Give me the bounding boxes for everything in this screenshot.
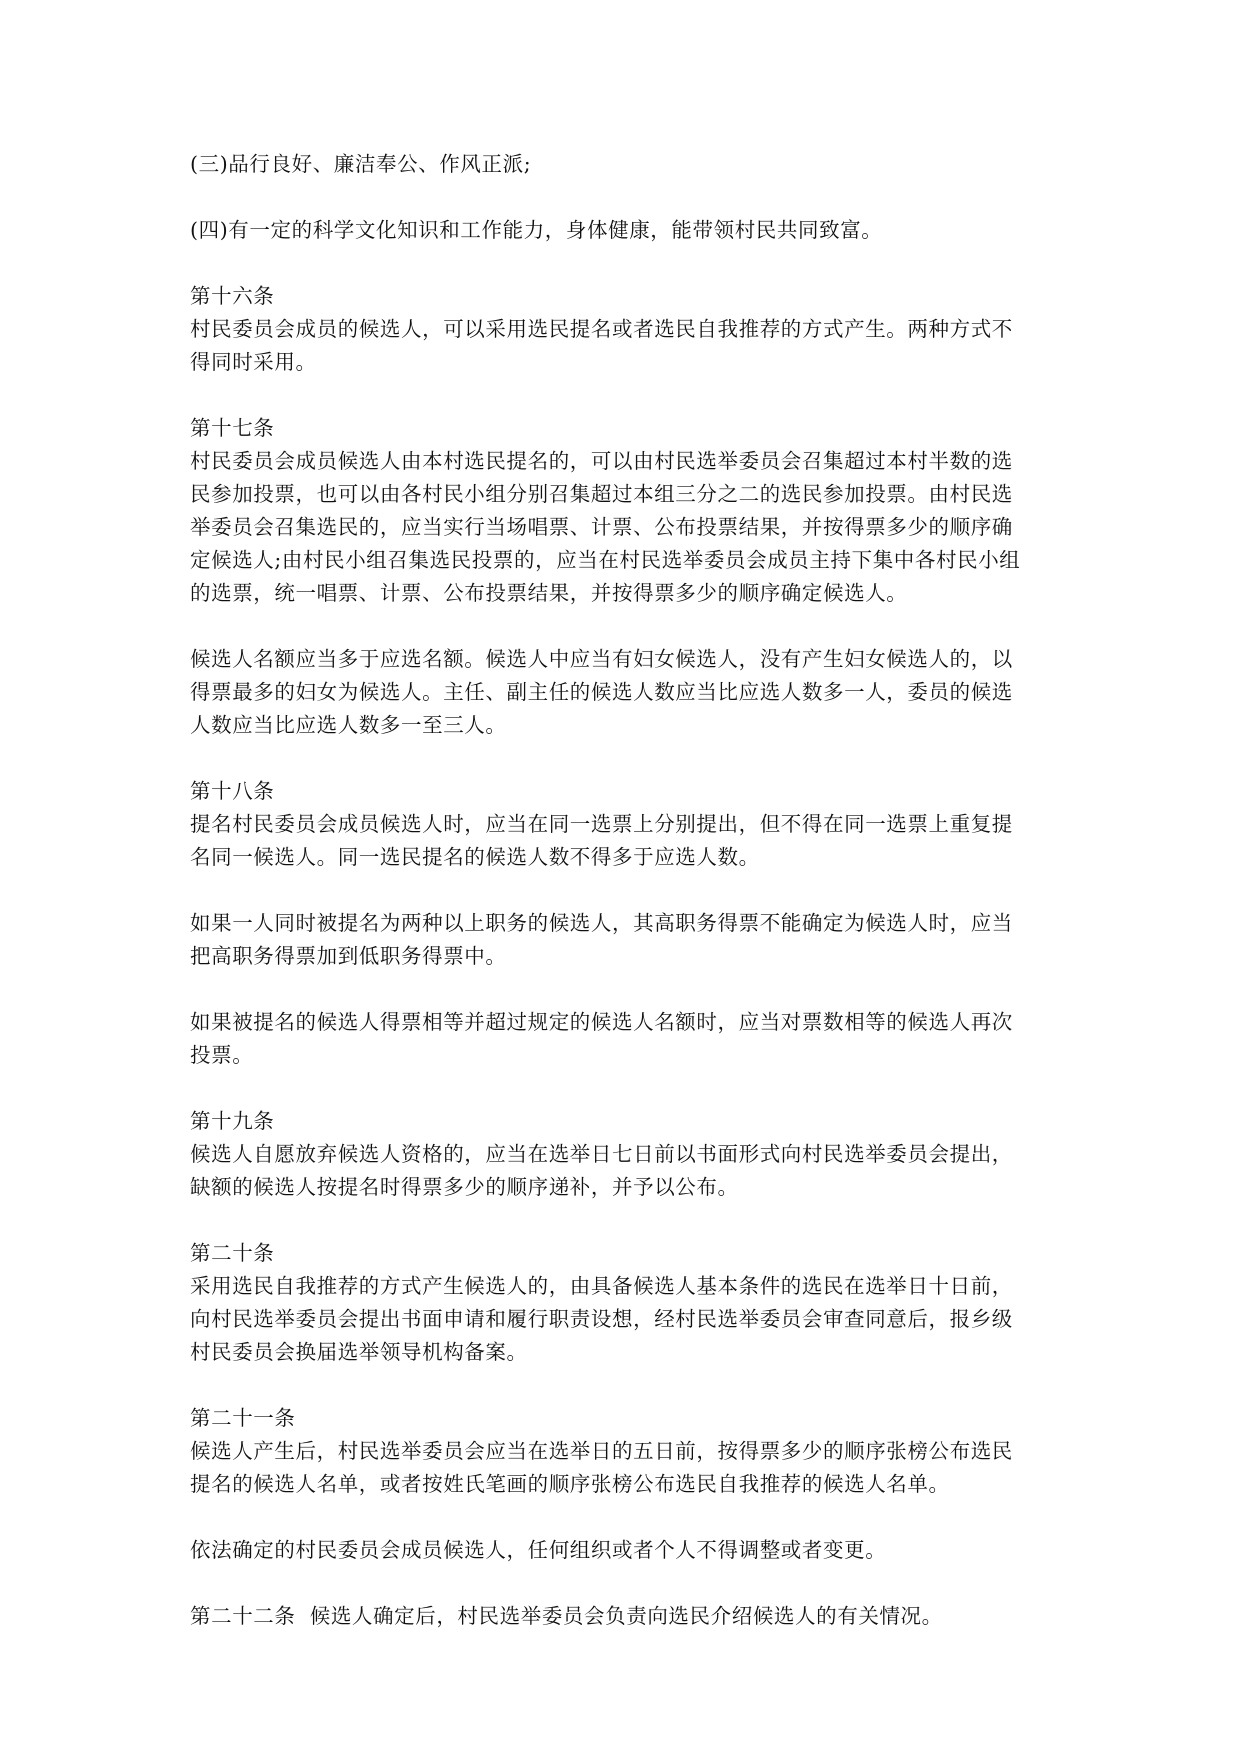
- text-line: 第二十条: [190, 1241, 275, 1265]
- text-line: 提名村民委员会成员候选人时，应当在同一选票上分别提出，但不得在同一选票上重复提: [190, 812, 1013, 836]
- text-line: 第十七条: [190, 416, 275, 440]
- text-line: 候选人自愿放弃候选人资格的，应当在选举日七日前以书面形式向村民选举委员会提出，: [190, 1142, 1013, 1166]
- text-line: 第十八条: [190, 779, 275, 803]
- text-line: 采用选民自我推荐的方式产生候选人的，由具备候选人基本条件的选民在选举日十日前，: [190, 1274, 1013, 1298]
- text-line: 名同一候选人。同一选民提名的候选人数不得多于应选人数。: [190, 845, 760, 869]
- text-line: 向村民选举委员会提出书面申请和履行职责设想，经村民选举委员会审查同意后，报乡级: [190, 1307, 1013, 1331]
- paragraph: [190, 280, 1070, 379]
- text-line: (四)有一定的科学文化知识和工作能力，身体健康，能带领村民共同致富。: [190, 218, 883, 242]
- paragraph: [190, 1402, 1070, 1501]
- text-line: 缺额的候选人按提名时得票多少的顺序递补，并予以公布。: [190, 1175, 739, 1199]
- text-line: 候选人名额应当多于应选名额。候选人中应当有妇女候选人，没有产生妇女候选人的，以: [190, 647, 1013, 671]
- text-line: 定候选人;由村民小组召集选民投票的，应当在村民选举委员会成员主持下集中各村民小组: [190, 548, 1021, 572]
- text-line: 村民委员会成员候选人由本村选民提名的，可以由村民选举委员会召集超过本村半数的选: [190, 449, 1013, 473]
- paragraph: [190, 907, 1070, 973]
- text-line: 得同时采用。: [190, 350, 317, 374]
- text-line: 如果一人同时被提名为两种以上职务的候选人，其高职务得票不能确定为候选人时，应当: [190, 911, 1013, 935]
- text-line: 提名的候选人名单，或者按姓氏笔画的顺序张榜公布选民自我推荐的候选人名单。: [190, 1472, 950, 1496]
- paragraph: [190, 1237, 1070, 1369]
- text-line: 得票最多的妇女为候选人。主任、副主任的候选人数应当比应选人数多一人，委员的候选: [190, 680, 1013, 704]
- text-line: 如果被提名的候选人得票相等并超过规定的候选人名额时，应当对票数相等的候选人再次: [190, 1010, 1013, 1034]
- text-line: 村民委员会换届选举领导机构备案。: [190, 1340, 528, 1364]
- text-line: 第二十一条: [190, 1406, 296, 1430]
- paragraph: [190, 1105, 1070, 1204]
- text-line: 依法确定的村民委员会成员候选人，任何组织或者个人不得调整或者变更。: [190, 1538, 887, 1562]
- text-line: 的选票，统一唱票、计票、公布投票结果，并按得票多少的顺序确定候选人。: [190, 581, 908, 605]
- paragraph: [190, 148, 1070, 181]
- text-line: 候选人产生后，村民选举委员会应当在选举日的五日前，按得票多少的顺序张榜公布选民: [190, 1439, 1013, 1463]
- text-line: 村民委员会成员的候选人，可以采用选民提名或者选民自我推荐的方式产生。两种方式不: [190, 317, 1013, 341]
- paragraph: [190, 1534, 1070, 1567]
- document-body: [190, 148, 1070, 1633]
- paragraph: [190, 214, 1070, 247]
- text-line: 举委员会召集选民的，应当实行当场唱票、计票、公布投票结果，并按得票多少的顺序确: [190, 515, 1013, 539]
- text-line: 把高职务得票加到低职务得票中。: [190, 944, 507, 968]
- text-line: 投票。: [190, 1043, 254, 1067]
- text-line: 第十六条: [190, 284, 275, 308]
- text-line: 第十九条: [190, 1109, 275, 1133]
- text-line: 人数应当比应选人数多一至三人。: [190, 713, 507, 737]
- paragraph: [190, 775, 1070, 874]
- text-line: 第二十二条 候选人确定后，村民选举委员会负责向选民介绍候选人的有关情况。: [190, 1604, 943, 1628]
- text-line: (三)品行良好、廉洁奉公、作风正派;: [190, 152, 532, 176]
- paragraph: [190, 412, 1070, 610]
- text-line: 民参加投票，也可以由各村民小组分别召集超过本组三分之二的选民参加投票。由村民选: [190, 482, 1013, 506]
- paragraph: [190, 1600, 1070, 1633]
- paragraph: [190, 1006, 1070, 1072]
- paragraph: [190, 643, 1070, 742]
